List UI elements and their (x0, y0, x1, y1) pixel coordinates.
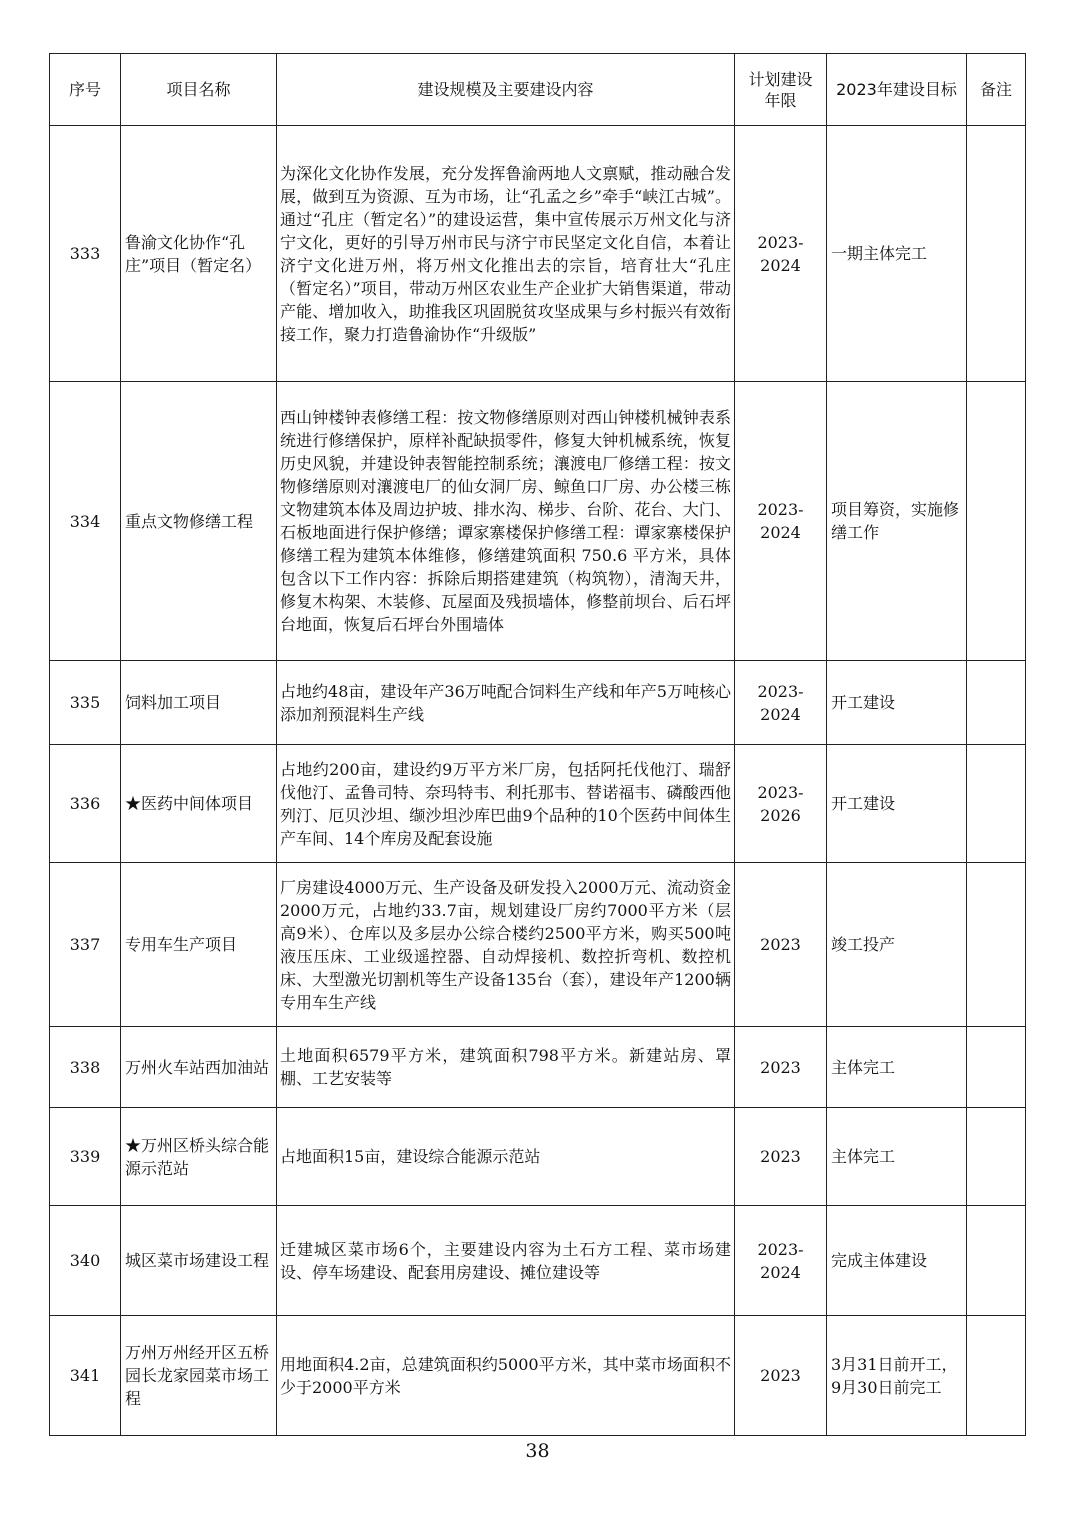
row-name: 城区菜市场建设工程 (121, 1206, 277, 1316)
row-period: 2023-2024 (735, 382, 827, 661)
row-seq: 334 (50, 382, 121, 661)
table-row (50, 382, 1026, 661)
row-content: 厂房建设4000万元、生产设备及研发投入2000万元、流动资金2000万元，占地约33.7亩，规划建设厂房约7000平方米（层高9米）、仓库以及多层办公综合楼约2500平方米，购买500吨液压压床、工业级遥控器、自动焊接机、数控折弯机、数控机床、大型激光切割机等生产设备135台（套），建设年产1200辆专用车生产线 (277, 863, 735, 1027)
row-period: 2023-2024 (735, 661, 827, 745)
header-remark: 备注 (967, 54, 1026, 126)
header-goal: 2023年建设目标 (827, 54, 967, 126)
row-content: 占地约48亩，建设年产36万吨配合饲料生产线和年产5万吨核心添加剂预混料生产线 (277, 661, 735, 745)
table-row (50, 1316, 1026, 1436)
row-remark (967, 1316, 1026, 1436)
row-remark (967, 1108, 1026, 1206)
table-row (50, 1027, 1026, 1108)
row-content: 用地面积4.2亩，总建筑面积约5000平方米，其中菜市场面积不少于2000平方米 (277, 1316, 735, 1436)
row-remark (967, 863, 1026, 1027)
row-goal: 开工建设 (827, 745, 967, 863)
row-period: 2023-2026 (735, 745, 827, 863)
table-row (50, 126, 1026, 382)
row-goal: 主体完工 (827, 1027, 967, 1108)
row-content: 占地面积15亩，建设综合能源示范站 (277, 1108, 735, 1206)
table-header-row (50, 54, 1026, 126)
row-seq: 333 (50, 126, 121, 382)
row-seq: 338 (50, 1027, 121, 1108)
row-seq: 335 (50, 661, 121, 745)
row-name: ★医药中间体项目 (121, 745, 277, 863)
row-seq: 341 (50, 1316, 121, 1436)
row-goal: 3月31日前开工，9月30日前完工 (827, 1316, 967, 1436)
row-seq: 337 (50, 863, 121, 1027)
row-seq: 340 (50, 1206, 121, 1316)
row-period: 2023-2024 (735, 1206, 827, 1316)
row-name: 饲料加工项目 (121, 661, 277, 745)
row-goal: 竣工投产 (827, 863, 967, 1027)
header-name: 项目名称 (121, 54, 277, 126)
row-content: 占地约200亩，建设约9万平方米厂房，包括阿托伐他汀、瑞舒伐他汀、孟鲁司特、奈玛特韦、利托那韦、替诺福韦、磷酸西他列汀、厄贝沙坦、缬沙坦沙库巴曲9个品种的10个医药中间体生产车间、14个库房及配套设施 (277, 745, 735, 863)
page-number: 38 (525, 1440, 550, 1462)
row-goal: 开工建设 (827, 661, 967, 745)
row-period: 2023 (735, 1027, 827, 1108)
row-remark (967, 745, 1026, 863)
row-goal: 项目筹资，实施修缮工作 (827, 382, 967, 661)
row-name: 万州火车站西加油站 (121, 1027, 277, 1108)
row-name: 万州万州经开区五桥园长龙家园菜市场工程 (121, 1316, 277, 1436)
header-seq: 序号 (50, 54, 121, 126)
header-content: 建设规模及主要建设内容 (277, 54, 735, 126)
table-row (50, 1206, 1026, 1316)
row-period: 2023-2024 (735, 126, 827, 382)
row-remark (967, 126, 1026, 382)
project-table (49, 53, 1026, 1436)
row-name: ★万州区桥头综合能源示范站 (121, 1108, 277, 1206)
row-name: 鲁渝文化协作“孔庄”项目（暂定名） (121, 126, 277, 382)
row-name: 重点文物修缮工程 (121, 382, 277, 661)
row-period: 2023 (735, 1108, 827, 1206)
row-period: 2023 (735, 863, 827, 1027)
table-row (50, 863, 1026, 1027)
row-seq: 336 (50, 745, 121, 863)
header-period: 计划建设年限 (735, 54, 827, 126)
row-remark (967, 1206, 1026, 1316)
row-goal: 主体完工 (827, 1108, 967, 1206)
row-remark (967, 661, 1026, 745)
row-period: 2023 (735, 1316, 827, 1436)
row-remark (967, 1027, 1026, 1108)
table-row (50, 1108, 1026, 1206)
row-content: 土地面积6579平方米，建筑面积798平方米。新建站房、罩棚、工艺安装等 (277, 1027, 735, 1108)
row-seq: 339 (50, 1108, 121, 1206)
row-content: 迁建城区菜市场6个，主要建设内容为土石方工程、菜市场建设、停车场建设、配套用房建设、摊位建设等 (277, 1206, 735, 1316)
row-name: 专用车生产项目 (121, 863, 277, 1027)
row-content: 为深化文化协作发展，充分发挥鲁渝两地人文禀赋，推动融合发展，做到互为资源、互为市场，让“孔孟之乡”牵手“峡江古城”。通过“孔庄（暂定名）”的建设运营，集中宣传展示万州文化与济宁文化，更好的引导万州市民与济宁市民坚定文化自信，本着让济宁文化进万州，将万州文化推出去的宗旨，培育壮大“孔庄（暂定名）”项目，带动万州区农业生产企业扩大销售渠道，带动产能、增加收入，助推我区巩固脱贫攻坚成果与乡村振兴有效衔接工作，聚力打造鲁渝协作“升级版” (277, 126, 735, 382)
row-content: 西山钟楼钟表修缮工程：按文物修缮原则对西山钟楼机械钟表系统进行修缮保护，原样补配缺损零件，修复大钟机械系统，恢复历史风貌，并建设钟表智能控制系统；瀼渡电厂修缮工程：按文物修缮原则对瀼渡电厂的仙女洞厂房、鲸鱼口厂房、办公楼三栋文物建筑本体及周边护坡、排水沟、梯步、台阶、花台、大门、石板地面进行保护修缮；谭家寨楼保护修缮工程：谭家寨楼保护修缮工程为建筑本体维修，修缮建筑面积 750.6 平方米，具体包含以下工作内容：拆除后期搭建建筑（构筑物），清淘天井，修复木构架、木装修、瓦屋面及残损墙体，修整前坝台、后石坪台地面，恢复后石坪台外围墙体 (277, 382, 735, 661)
row-goal: 一期主体完工 (827, 126, 967, 382)
row-remark (967, 382, 1026, 661)
project-table-page (49, 53, 1026, 1436)
table-row (50, 745, 1026, 863)
row-goal: 完成主体建设 (827, 1206, 967, 1316)
table-row (50, 661, 1026, 745)
